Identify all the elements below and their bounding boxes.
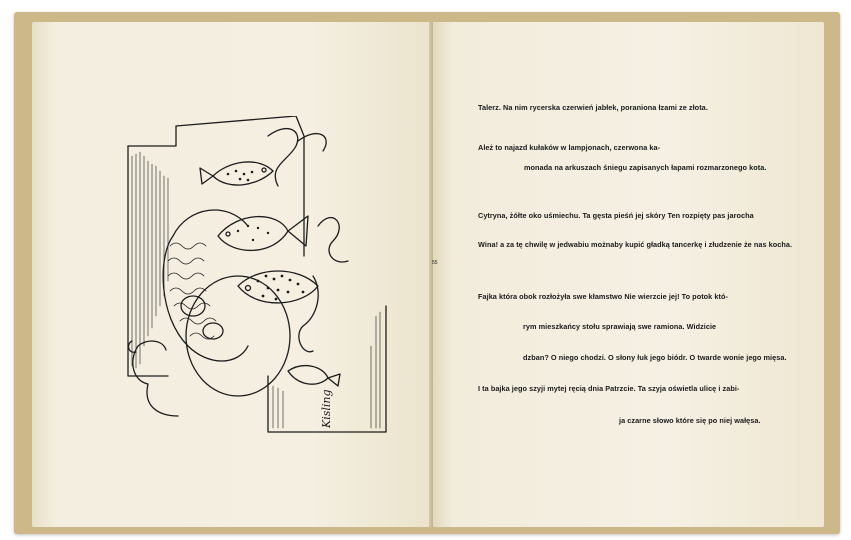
poem-line: ja czarne słowo które się po niej wałęsa.	[619, 416, 761, 425]
poem-line: dzban? O niego chodzi. O słony łuk jego biódr. O twarde wonie jego mięsa.	[523, 353, 787, 362]
poem-line: Talerz. Na nim rycerska czerwień jabłek, poraniona łzami ze złota.	[478, 103, 708, 112]
poem-line: rym mieszkańcy stołu sprawiają swe ramiona. Widzicie	[523, 322, 717, 331]
still-life-illustration	[118, 116, 393, 441]
poem-line: Fajka która obok rozłożyła swe kłamstwo Nie wierzcie jej! To potok któ-	[478, 292, 728, 301]
artist-signature	[320, 389, 333, 429]
poem-line: I ta bajka jego szyji mytej ręcią dnia Patrzcie. Ta szyja oświetla ulicę i zabi-	[478, 384, 740, 393]
page-number: 55	[432, 260, 438, 266]
poem-line: Cytryna, żółte oko uśmiechu. Ta gęsta pieśń jej skóry Ten rozpięty pas jarocha	[478, 211, 754, 220]
poem-line: Ależ to najazd kułaków w lampjonach, czerwona ka-	[478, 143, 661, 152]
poem-line: Wina! a za tę chwilę w jedwabiu możnaby kupić gładką tancerkę i złudzenie że nas kocha.	[478, 240, 793, 249]
right-page	[433, 22, 824, 527]
svg-text:Kisling: Kisling	[320, 389, 333, 428]
poem-line: monada na arkuszach śniegu zapisanych łapami rozmarzonego kota.	[524, 163, 767, 172]
